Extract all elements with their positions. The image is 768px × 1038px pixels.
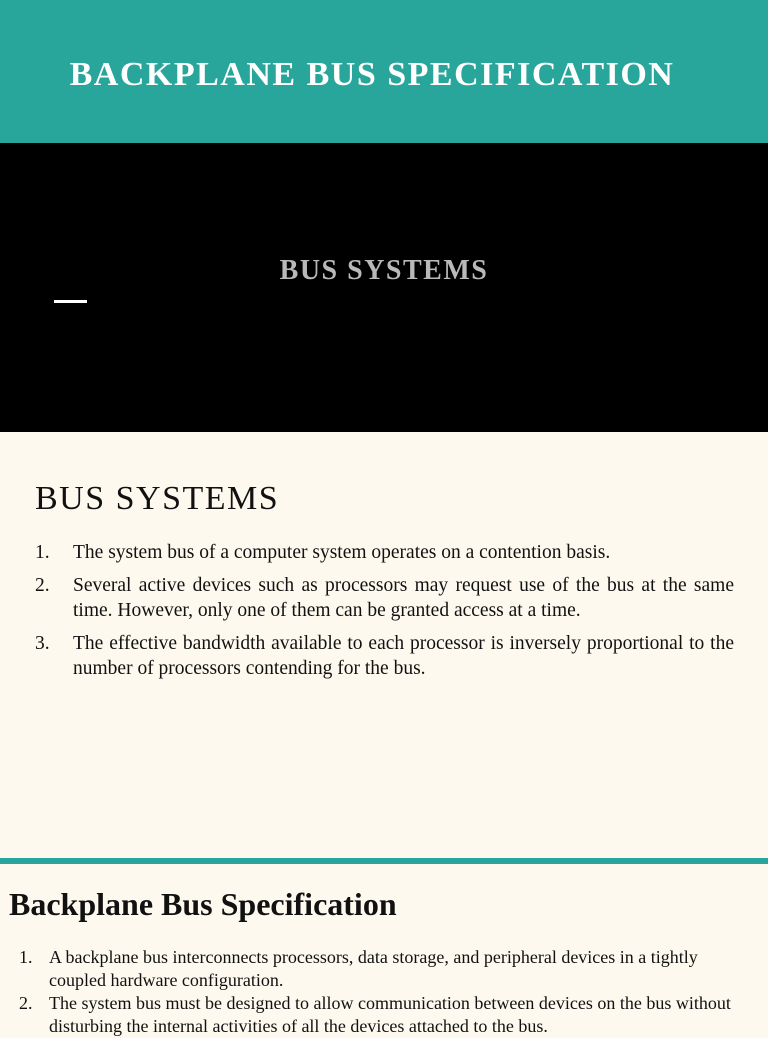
backplane-slide (0, 864, 768, 1036)
section-heading: BUS SYSTEMS (35, 480, 280, 517)
title-slide (0, 143, 768, 432)
list-item (19, 992, 735, 1038)
list-item (35, 573, 734, 623)
list-text: The system bus must be designed to allow communication between devices on the bus without disturbing the internal activities of all the devices attached to the bus. (49, 993, 731, 1036)
header-band (0, 0, 768, 143)
list-text: The system bus of a computer system operates on a contention basis. (73, 542, 611, 563)
list-text: A backplane bus interconnects processors, data storage, and peripheral devices in a tightly coupled hardware configuration. (49, 947, 698, 990)
list-number: 1. (19, 947, 33, 967)
list-item (35, 540, 734, 565)
list-number: 3. (35, 633, 50, 654)
section-heading: Backplane Bus Specification (9, 886, 397, 922)
slide-title: BUS SYSTEMS (279, 255, 489, 286)
backplane-list (19, 946, 735, 1038)
list-text: The effective bandwidth available to each processor is inversely proportional to the number of processors contending for the bus. (73, 633, 734, 679)
list-text: Several active devices such as processors may request use of the bus at the same time. However, only one of them can be granted access at a time. (73, 575, 734, 621)
accent-dash (54, 300, 87, 303)
list-number: 1. (35, 542, 50, 563)
list-item (35, 631, 734, 681)
list-item (19, 946, 735, 992)
list-number: 2. (35, 575, 50, 596)
page-title: BACKPLANE BUS SPECIFICATION (69, 56, 675, 93)
bus-systems-slide (0, 432, 768, 858)
list-number: 2. (19, 993, 33, 1013)
bus-systems-list (35, 540, 734, 689)
